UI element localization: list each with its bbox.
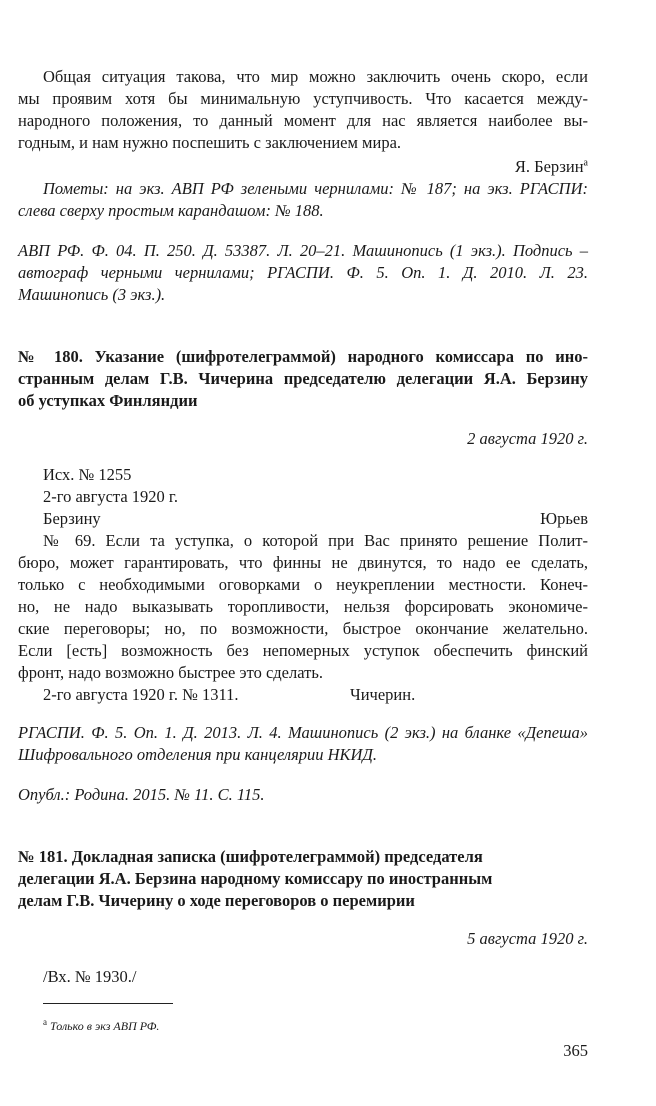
footnote-mark-ref: а	[583, 157, 588, 169]
doc180-ref-date: 2-го августа 1920 г.	[43, 487, 178, 506]
footnote-text: Только в экз АВП РФ.	[50, 1019, 160, 1033]
doc180-closing-signature: Чичерин.	[350, 685, 416, 704]
source-line-2: автограф черными чернилами; РГАСПИ. Ф. 5. Оп. 1. Д. 2010. Л. 23.	[18, 263, 588, 282]
doc180-date: 2 августа 1920 г.	[467, 429, 588, 448]
doc180-addressee: Берзину	[43, 509, 101, 528]
source-line-3: Машинопись (3 экз.).	[18, 285, 166, 304]
doc180-place: Юрьев	[540, 509, 588, 528]
marks-line-2: слева сверху простым карандашом: № 188.	[18, 201, 324, 220]
doc181-ref-no: /Вх. № 1930./	[43, 967, 137, 986]
intro-line-1: Общая ситуация такова, что мир можно заключить очень скоро, если	[43, 67, 588, 86]
doc180-closing-date: 2-го августа 1920 г. № 1311.	[43, 685, 239, 704]
doc180-body-line-4: но, не надо выказывать торопливости, нельзя форсировать экономиче-	[18, 597, 588, 616]
doc180-title-line-1: № 180. Указание (шифротелеграммой) народного комиссара по ино-	[18, 347, 588, 366]
doc180-published: Опубл.: Родина. 2015. № 11. С. 115.	[18, 785, 265, 804]
doc180-title-line-3: об уступках Финляндии	[18, 391, 198, 410]
intro-line-4: годным, и нам нужно поспешить с заключением мира.	[18, 133, 402, 152]
page-number: 365	[563, 1041, 588, 1060]
doc180-body-line-5: ские переговоры; но, по возможности, быстрое окончание желательно.	[18, 619, 588, 638]
intro-signature-block	[300, 156, 588, 178]
footnote-mark: а	[43, 1017, 47, 1027]
doc180-body-line-1: № 69. Если та уступка, о которой при Вас принято решение Полит-	[43, 531, 588, 550]
source-line-1: АВП РФ. Ф. 04. П. 250. Д. 53387. Л. 20–21. Машинопись (1 экз.). Подпись –	[18, 241, 588, 260]
footnote-divider	[43, 1003, 173, 1004]
doc180-body-line-6: Если [есть] возможность без непомерных уступок обеспечить финский	[18, 641, 588, 660]
doc180-source-line-2: Шифровального отделения при канцелярии НКИД.	[18, 745, 378, 764]
doc181-date: 5 августа 1920 г.	[467, 929, 588, 948]
doc181-title-line-1: № 181. Докладная записка (шифротелеграммой) председателя	[18, 847, 483, 866]
intro-line-2: мы проявим хотя бы минимальную уступчивость. Что касается между-	[18, 89, 588, 108]
doc181-title-line-3: делам Г.В. Чичерину о ходе переговоров о перемирии	[18, 891, 415, 910]
intro-signature: Я. Берзин	[514, 157, 584, 176]
doc180-ref-no: Исх. № 1255	[43, 465, 132, 484]
doc180-body-line-7: фронт, надо возможно быстрее это сделать.	[18, 663, 323, 682]
footnote	[43, 1018, 159, 1034]
doc181-title-line-2: делегации Я.А. Берзина народному комиссару по иностранным	[18, 869, 493, 888]
doc180-title-line-2: странным делам Г.В. Чичерина председателю делегации Я.А. Берзину	[18, 369, 588, 388]
doc180-source-line-1: РГАСПИ. Ф. 5. Оп. 1. Д. 2013. Л. 4. Машинопись (2 экз.) на бланке «Депеша»	[18, 723, 588, 742]
doc180-body-line-3: только с необходимыми оговорками о неукреплении местности. Конеч-	[18, 575, 588, 594]
intro-line-3: народного положения, то данный момент для нас является наиболее вы-	[18, 111, 588, 130]
doc180-body-line-2: бюро, может гарантировать, что финны не двинутся, то надо ее сделать,	[18, 553, 588, 572]
marks-line-1: Пометы: на экз. АВП РФ зелеными чернилами: № 187; на экз. РГАСПИ:	[43, 179, 588, 198]
